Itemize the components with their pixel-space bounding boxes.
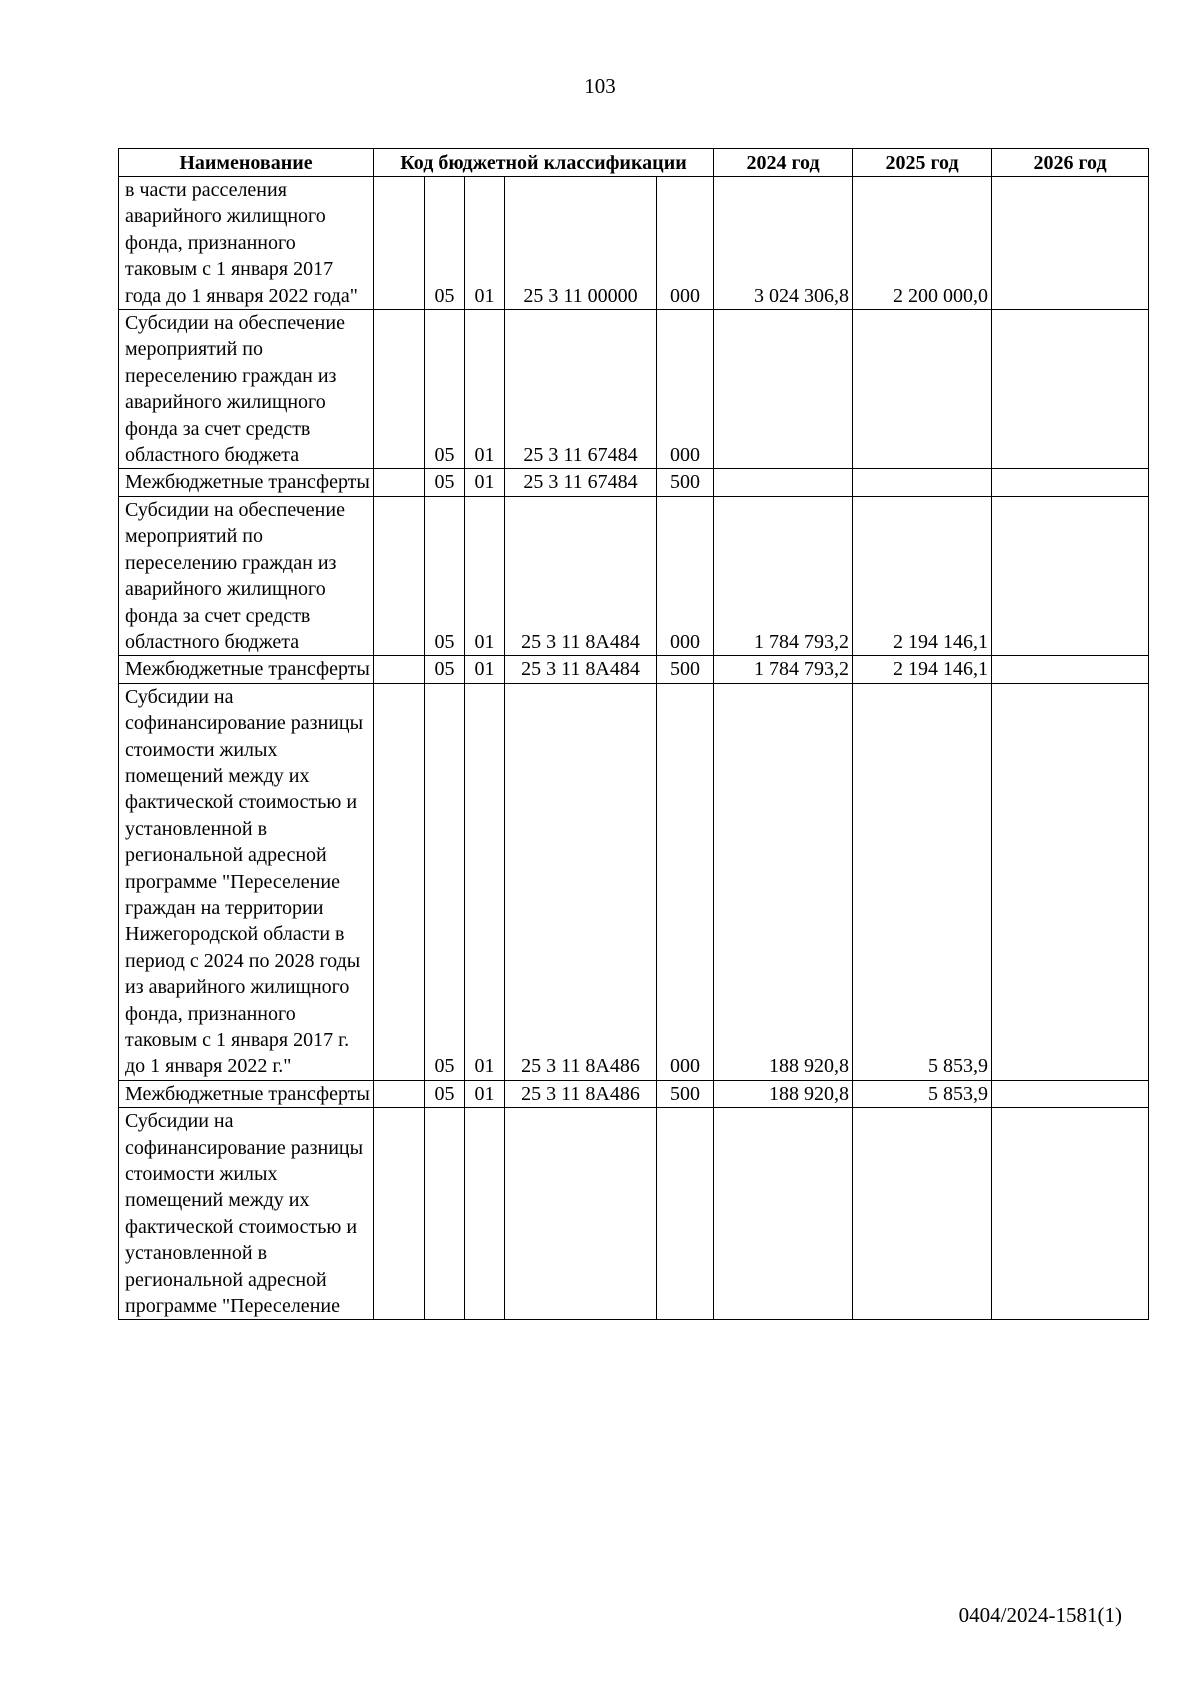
row-code-1: [374, 656, 425, 683]
row-value-2024: 188 920,8: [714, 683, 853, 1080]
row-code-target: 25 3 11 67484: [505, 469, 657, 496]
row-code-target: 25 3 11 8А486: [505, 1080, 657, 1107]
row-value-2024: [714, 1108, 853, 1320]
row-code-target: [505, 1108, 657, 1320]
row-name: в части расселения аварийного жилищного фонда, признанного таковым с 1 января 2017 года до 1 января 2022 года": [119, 177, 374, 310]
row-value-2024: [714, 310, 853, 469]
table-row: [119, 177, 1149, 310]
row-code-section: 05: [425, 469, 465, 496]
page-number: 103: [584, 74, 616, 98]
row-value-2026: [992, 177, 1149, 310]
row-value-2025: 5 853,9: [853, 683, 992, 1080]
row-value-2025: [853, 469, 992, 496]
row-code-section: 05: [425, 656, 465, 683]
row-code-subsection: 01: [465, 310, 505, 469]
row-code-1: [374, 1080, 425, 1107]
row-name: Межбюджетные трансферты: [119, 1080, 374, 1107]
row-code-expense-type: 500: [657, 469, 714, 496]
row-code-1: [374, 683, 425, 1080]
row-value-2025: [853, 310, 992, 469]
row-code-1: [374, 177, 425, 310]
row-code-expense-type: 500: [657, 1080, 714, 1107]
table-row: [119, 496, 1149, 655]
row-code-section: 05: [425, 177, 465, 310]
row-code-1: [374, 310, 425, 469]
row-code-expense-type: 000: [657, 683, 714, 1080]
row-code-expense-type: 000: [657, 496, 714, 655]
row-name: Межбюджетные трансферты: [119, 656, 374, 683]
row-code-subsection: 01: [465, 656, 505, 683]
header-2025: 2025 год: [853, 149, 992, 177]
table-row: [119, 469, 1149, 496]
row-code-subsection: 01: [465, 177, 505, 310]
row-code-subsection: 01: [465, 469, 505, 496]
row-code-1: [374, 469, 425, 496]
row-value-2026: [992, 1108, 1149, 1320]
row-code-1: [374, 496, 425, 655]
row-code-section: [425, 1108, 465, 1320]
row-name: Субсидии на обеспечение мероприятий по переселению граждан из аварийного жилищного фонда за счет средств областного бюджета: [119, 310, 374, 469]
row-code-expense-type: [657, 1108, 714, 1320]
row-code-1: [374, 1108, 425, 1320]
row-name: Субсидии на софинансирование разницы стоимости жилых помещений между их фактической стоимостью и установленной в региональной адресной программе "Переселение граждан на территории Нижегородской области в период с 2024 по 2028 годы из аварийного жилищного фонда, признанного таковым с 1 января 2017 г. до 1 января 2022 г.": [119, 683, 374, 1080]
row-code-subsection: 01: [465, 496, 505, 655]
table-row: [119, 1080, 1149, 1107]
row-code-section: 05: [425, 310, 465, 469]
table-row: [119, 656, 1149, 683]
row-name: Субсидии на обеспечение мероприятий по переселению граждан из аварийного жилищного фонда за счет средств областного бюджета: [119, 496, 374, 655]
row-name: Межбюджетные трансферты: [119, 469, 374, 496]
row-value-2024: 3 024 306,8: [714, 177, 853, 310]
table-row: [119, 310, 1149, 469]
row-value-2026: [992, 656, 1149, 683]
row-code-subsection: 01: [465, 1080, 505, 1107]
row-value-2024: [714, 469, 853, 496]
row-value-2026: [992, 1080, 1149, 1107]
row-value-2024: 1 784 793,2: [714, 656, 853, 683]
row-value-2026: [992, 469, 1149, 496]
row-code-expense-type: 500: [657, 656, 714, 683]
header-2026: 2026 год: [992, 149, 1149, 177]
table-row: [119, 683, 1149, 1080]
header-name: Наименование: [119, 149, 374, 177]
row-code-section: 05: [425, 683, 465, 1080]
row-code-subsection: [465, 1108, 505, 1320]
row-code-expense-type: 000: [657, 177, 714, 310]
header-budget-code: Код бюджетной классификации: [374, 149, 714, 177]
row-value-2025: 2 194 146,1: [853, 656, 992, 683]
row-code-expense-type: 000: [657, 310, 714, 469]
budget-table: [118, 148, 1149, 1320]
row-value-2025: 2 194 146,1: [853, 496, 992, 655]
row-value-2026: [992, 310, 1149, 469]
row-value-2025: 2 200 000,0: [853, 177, 992, 310]
row-code-subsection: 01: [465, 683, 505, 1080]
document-code: 0404/2024-1581(1): [958, 1603, 1122, 1627]
row-code-target: 25 3 11 8А484: [505, 656, 657, 683]
row-code-target: 25 3 11 8А484: [505, 496, 657, 655]
header-2024: 2024 год: [714, 149, 853, 177]
row-value-2024: 1 784 793,2: [714, 496, 853, 655]
row-code-target: 25 3 11 00000: [505, 177, 657, 310]
row-code-section: 05: [425, 1080, 465, 1107]
row-code-section: 05: [425, 496, 465, 655]
row-value-2024: 188 920,8: [714, 1080, 853, 1107]
table-row-continued: [119, 1108, 1149, 1320]
row-name: Субсидии на софинансирование разницы стоимости жилых помещений между их фактической стоимостью и установленной в региональной адресной программе "Переселение: [119, 1108, 374, 1320]
row-value-2026: [992, 496, 1149, 655]
row-code-target: 25 3 11 67484: [505, 310, 657, 469]
row-value-2025: [853, 1108, 992, 1320]
table-header-row: [119, 149, 1149, 177]
row-value-2025: 5 853,9: [853, 1080, 992, 1107]
row-code-target: 25 3 11 8А486: [505, 683, 657, 1080]
row-value-2026: [992, 683, 1149, 1080]
